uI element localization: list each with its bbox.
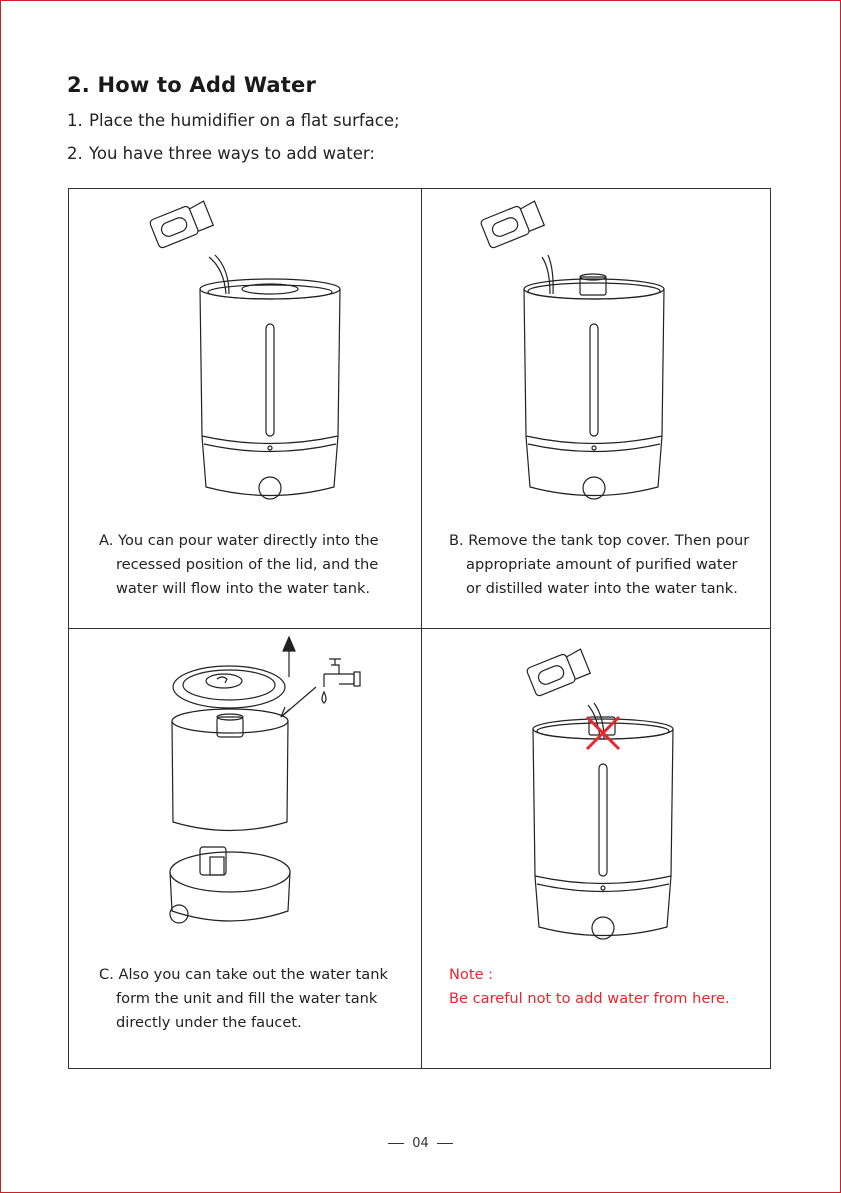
step-number: 2. (67, 144, 83, 163)
cross-mark-icon (587, 717, 619, 749)
panel-a-caption (99, 529, 379, 601)
caption-line: A. You can pour water directly into the (99, 532, 379, 549)
caption-line: directly under the faucet. (116, 1014, 302, 1031)
water-drop-icon (322, 692, 326, 703)
note-text: Be careful not to add water from here. (449, 990, 730, 1007)
instruction-grid (68, 188, 771, 1069)
panel-a (69, 189, 421, 628)
caption-line: form the unit and fill the water tank (116, 990, 378, 1007)
step-item-2 (67, 144, 375, 163)
panel-b-caption (449, 529, 749, 601)
step-item-1 (67, 111, 400, 130)
page-number: 04 (412, 1136, 429, 1151)
caption-line: water will flow into the water tank. (116, 580, 371, 597)
faucet-icon (324, 659, 360, 687)
pitcher-icon (480, 199, 545, 249)
pitcher-icon (526, 647, 591, 697)
step-text: Place the humidifier on a flat surface; (89, 111, 400, 130)
panel-c-caption (99, 963, 388, 1035)
humidifier-open-tank-illustration (422, 189, 772, 519)
step-text: You have three ways to add water: (89, 144, 375, 163)
caption-line: B. Remove the tank top cover. Then pour (449, 532, 750, 549)
caption-line: appropriate amount of purified water (466, 556, 738, 573)
panel-b (422, 189, 772, 628)
caption-line: recessed position of the lid, and the (116, 556, 379, 573)
humidifier-pour-lid-illustration (69, 189, 421, 519)
up-arrow-icon (283, 637, 295, 677)
panel-c (69, 629, 421, 1069)
pitcher-icon (149, 199, 214, 249)
step-number: 1. (67, 111, 83, 130)
footer-dash-right (437, 1143, 453, 1144)
caption-line: or distilled water into the water tank. (466, 580, 738, 597)
page-footer (0, 1136, 841, 1151)
humidifier-warning-illustration (422, 629, 772, 959)
section-title: 2. How to Add Water (67, 73, 317, 97)
humidifier-disassembled-illustration (69, 629, 421, 959)
panel-d (422, 629, 772, 1069)
caption-line: C. Also you can take out the water tank (99, 966, 388, 983)
panel-d-note (449, 963, 730, 1011)
footer-dash-left (388, 1143, 404, 1144)
note-colon: : (483, 966, 494, 983)
note-label: Note (449, 966, 484, 983)
